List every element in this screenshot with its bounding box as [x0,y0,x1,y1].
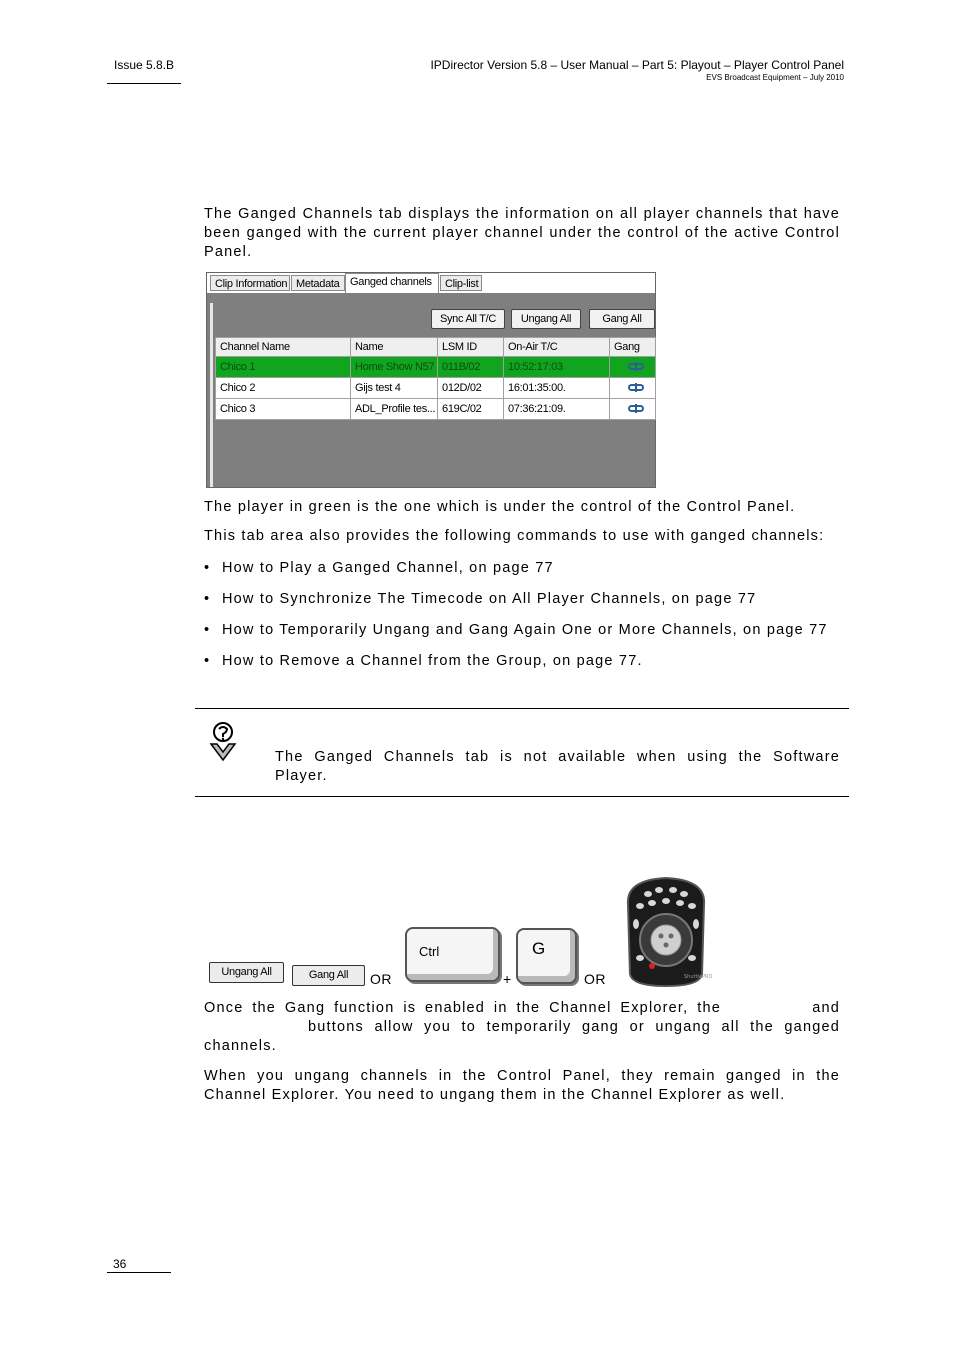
note-text: The Ganged Channels tab is not available when using the Software Player. [275,749,840,784]
page-number: 36 [113,1257,127,1271]
ctrl-key-label: Ctrl [419,944,440,959]
column-header[interactable]: On-Air T/C [504,338,610,357]
footer-rule [107,1272,171,1273]
gang-all-button-shortcut[interactable]: Gang All [292,965,365,986]
column-header[interactable]: LSM ID [438,338,504,357]
command-link[interactable]: How to Synchronize The Timecode on All Player Channels, on page 77 [222,591,757,607]
ctrl-key [405,927,500,982]
issue-label: Issue 5.8.B [114,58,175,72]
list-item[interactable] [204,621,828,652]
gang-link-icon[interactable] [628,363,644,370]
green-player-note: The player in green is the one which is under the control of the Control Panel. [204,499,796,515]
cell-on-air-tc: 07:36:21:09. [504,399,610,420]
bullet-icon: • [204,591,211,607]
cell-channel-name: Chico 2 [216,378,351,399]
or-label: OR [584,971,606,987]
cell-on-air-tc: 16:01:35:00. [504,378,610,399]
header-rule [107,83,181,84]
gang-all-button[interactable]: Gang All [589,309,655,329]
cell-on-air-tc: 10:52:17:03 [504,357,610,378]
cell-gang [610,378,656,399]
cell-channel-name: Chico 3 [216,399,351,420]
note-bottom-rule [195,796,849,797]
cell-name: ADL_Profile tes... [351,399,438,420]
or-label: OR [370,971,392,987]
document-title: IPDirector Version 5.8 – User Manual – Part 5: Playout – Player Control Panel [430,58,844,72]
column-header[interactable]: Channel Name [216,338,351,357]
panel-edge [210,303,213,487]
column-header[interactable]: Gang [610,338,656,357]
gang-paragraph [204,999,840,1059]
bullet-icon: • [204,653,211,669]
command-list [204,559,828,683]
note-icon [206,722,240,762]
gang-paragraph-line1: Once the Gang function is enabled in the Channel Explorer, the [204,1000,721,1016]
intro-paragraph: The Ganged Channels tab displays the information on all player channels that have been ganged with the current player channel under the control of the active Control Panel. [204,206,840,260]
list-item[interactable] [204,559,828,590]
document-subtitle: EVS Broadcast Equipment – July 2010 [706,73,844,82]
cell-lsm-id: 012D/02 [438,378,504,399]
gang-link-icon[interactable] [628,405,644,412]
ungang-all-button-shortcut[interactable]: Ungang All [209,962,284,983]
ungang-paragraph: When you ungang channels in the Control Panel, they remain ganged in the Channel Explorer. You need to ungang them in the Channel Explorer as well. [204,1068,840,1103]
tab-clip-information[interactable]: Clip Information [210,275,290,291]
plus-label: + [503,971,512,987]
gang-paragraph-line2: buttons allow you to temporarily gang or ungang all the ganged channels. [204,1019,840,1054]
table-row[interactable] [216,378,656,399]
shuttlepro-remote-icon [618,874,714,988]
remote-brand-label: ShuttlePRO [684,974,713,980]
ungang-all-button[interactable]: Ungang All [511,309,581,329]
cell-name: Gijs test 4 [351,378,438,399]
ganged-channels-table [215,337,656,420]
column-header[interactable]: Name [351,338,438,357]
sync-all-tc-button[interactable]: Sync All T/C [431,309,505,329]
gang-link-icon[interactable] [628,384,644,391]
command-link[interactable]: How to Remove a Channel from the Group, on page 77. [222,653,643,669]
ganged-channels-screenshot [206,272,656,488]
list-item[interactable] [204,652,828,683]
tab-metadata[interactable]: Metadata [291,275,345,291]
cell-channel-name: Chico 1 [216,357,351,378]
table-row[interactable] [216,399,656,420]
cell-gang [610,399,656,420]
gang-paragraph-and: and [812,1000,840,1016]
table-row[interactable] [216,357,656,378]
tab-ganged-channels[interactable]: Ganged channels [345,273,439,293]
cell-lsm-id: 011B/02 [438,357,504,378]
bullet-icon: • [204,622,211,638]
g-key-label: G [532,939,546,958]
list-item[interactable] [204,590,828,621]
table-header [216,338,656,357]
cell-name: Home Show N57 [351,357,438,378]
tab-clip-list[interactable]: Clip-list [440,275,482,291]
cell-lsm-id: 619C/02 [438,399,504,420]
cell-gang [610,357,656,378]
command-link[interactable]: How to Temporarily Ungang and Gang Again One or More Channels, on page 77 [222,622,828,638]
command-link[interactable]: How to Play a Ganged Channel, on page 77 [222,560,554,576]
g-key [516,928,577,984]
note-top-rule [195,708,849,709]
commands-intro: This tab area also provides the following commands to use with ganged channels: [204,528,825,544]
bullet-icon: • [204,560,211,576]
tab-bar [207,273,655,293]
